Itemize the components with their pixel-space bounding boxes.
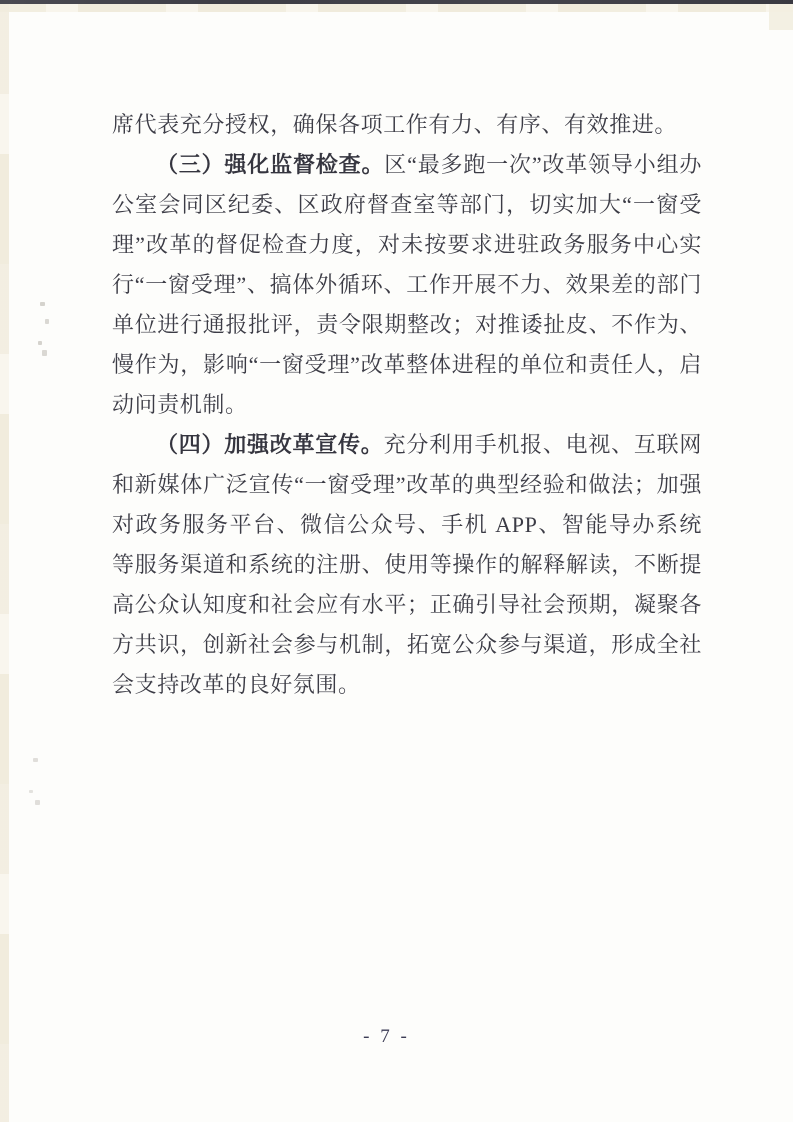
section-3-heading: （三）强化监督检查。 xyxy=(156,152,385,177)
scan-speck xyxy=(29,790,33,793)
scan-speck xyxy=(42,350,47,356)
section-3-body: 区“最多跑一次”改革领导小组办公室会同区纪委、区政府督查室等部门，切实加大“一窗受理”改革的督促检查力度，对未按要求进驻政务服务中心实行“一窗受理”、搞体外循环、工作开展不力、效果差的部门单位进行通报批评，责令限期整改；对推诿扯皮、不作为、慢作为，影响“一窗受理”改革整体进程的单位和责任人，启动问责机制。 xyxy=(112,152,702,417)
paragraph-section-3 xyxy=(112,145,702,425)
paragraph-section-4 xyxy=(112,425,702,705)
scan-speck xyxy=(45,319,49,324)
section-4-heading: （四）加强改革宣传。 xyxy=(156,432,384,457)
scan-speck xyxy=(38,341,42,345)
document-body xyxy=(112,105,702,705)
scan-edge-top-cream xyxy=(0,4,793,12)
paragraph-continuation xyxy=(112,105,702,145)
paragraph-text: 席代表充分授权，确保各项工作有力、有序、有效推进。 xyxy=(112,112,678,137)
scan-speck xyxy=(33,758,38,762)
scan-edge-left-cream xyxy=(0,4,9,1122)
page-number: - 7 - xyxy=(363,1026,410,1047)
scan-speck xyxy=(35,800,40,805)
scan-edge-right-cream xyxy=(769,4,793,30)
scan-speck xyxy=(40,302,45,306)
section-4-body: 充分利用手机报、电视、互联网和新媒体广泛宣传“一窗受理”改革的典型经验和做法；加强对政务服务平台、微信公众号、手机 APP、智能导办系统等服务渠道和系统的注册、使用等操作的解释解读，不断提高公众认知度和社会应有水平；正确引导社会预期，凝聚各方共识，创新社会参与机制，拓宽公众参与渠道，形成全社会支持改革的良好氛围。 xyxy=(112,432,702,697)
